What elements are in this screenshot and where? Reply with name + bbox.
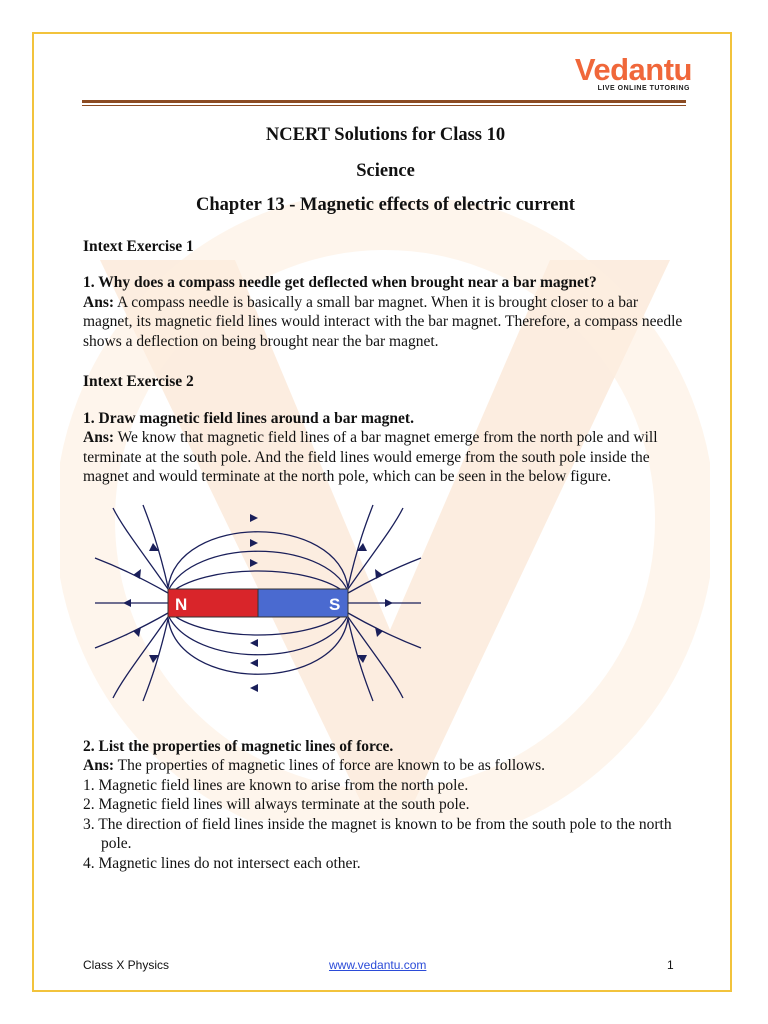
list-item: 2. Magnetic field lines will always terminate at the south pole. [83,796,470,813]
page-content [83,120,688,873]
footer-class-label: Class X Physics [83,958,170,972]
answer-text: A compass needle is basically a small bar magnet. When it is brought closer to a bar magnet, its magnetic field lines would interact with the bar magnet. Therefore, a compass needle shows a deflection on being brought near the bar magnet. [83,293,683,350]
logo-wordmark: Vedantu [574,52,692,87]
answer-2-2 [83,756,688,776]
answer-label: Ans: [83,757,115,774]
answer-label: Ans: [83,293,115,311]
bar-magnet-field-figure [93,503,423,703]
page-number: 1 [667,958,674,972]
question-1: 1. Why does a compass needle get deflected when brought near a bar magnet? [83,274,597,291]
answer-text: The properties of magnetic lines of force are known to be as follows. [114,757,546,774]
list-item: 4. Magnetic lines do not intersect each other. [83,854,361,872]
list-item: 1. Magnetic field lines are known to arise from the north pole. [83,776,469,794]
exercise-1-heading: Intext Exercise 1 [83,237,194,255]
page-title: NCERT Solutions for Class 10 [265,125,506,145]
answer-text: We know that magnetic field lines of a bar magnet emerge from the north pole and will terminate at the south pole. And the field lines would emerge from the south pole inside the magnet and would terminate at the north pole, which can be seen in the below figure. [83,429,658,485]
answer-label: Ans: [83,429,115,446]
list-item: 3. The direction of field lines inside the magnet is known to be from the south pole to the north pole. [83,815,672,852]
north-pole-label: N [175,594,188,614]
exercise-2-heading: Intext Exercise 2 [83,373,194,390]
header-rule [82,100,686,103]
answer-1 [83,293,688,352]
south-pole-label: S [329,594,341,614]
subject-title: Science [356,160,415,181]
question-2-1: 1. Draw magnetic field lines around a bar magnet. [83,409,414,427]
footer-website-link[interactable]: www.vedantu.com [329,958,427,972]
field-lines-diagram [93,503,423,703]
question-2-2: 2. List the properties of magnetic lines of force. [83,737,394,755]
vedantu-logo[interactable] [576,52,696,96]
chapter-title: Chapter 13 - Magnetic effects of electric current [196,195,575,215]
logo-tagline: LIVE ONLINE TUTORING [597,85,690,92]
properties-list [83,776,688,874]
answer-2-1 [83,428,688,487]
header-rule-thin [82,105,686,106]
